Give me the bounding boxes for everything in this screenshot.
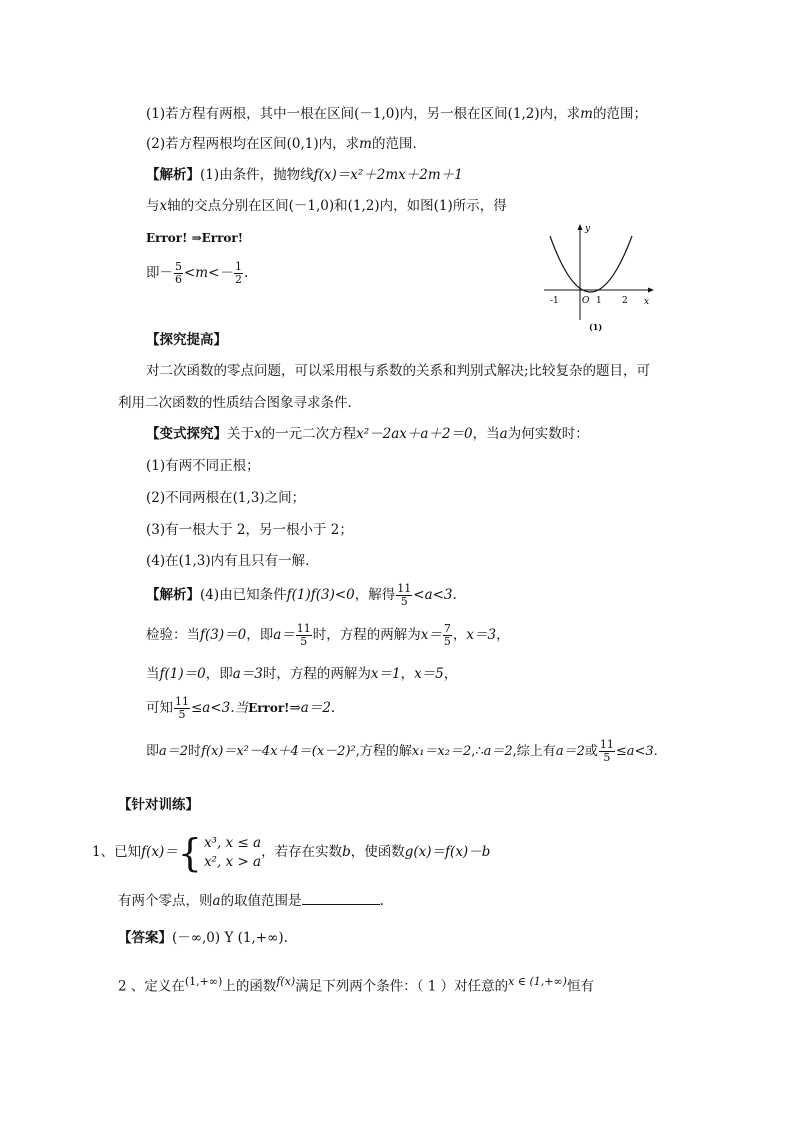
fraction: $\frac{1}{2}$ bbox=[234, 260, 242, 286]
know-line: 可知 $\frac{11}{5}$ ≤a<3.当Error!⇒a＝2. bbox=[146, 695, 336, 721]
problem-1-line-2: 有两个零点，则a的取值范围是 . bbox=[118, 890, 384, 911]
piecewise: { x³, x ≤ a x², x > a bbox=[177, 830, 262, 875]
condition-3: (3)有一根大于 2，另一根小于 2； bbox=[146, 522, 353, 538]
check-line: 检验：当f(3)＝0，即a＝ $\frac{11}{5}$ 时，方程的两解为x＝ $\frac{7}{5}$ ，x＝3， bbox=[146, 622, 510, 648]
tick-label: 1 bbox=[596, 296, 602, 306]
tick-label: 2 bbox=[622, 296, 628, 306]
fraction: $\frac{7}{5}$ bbox=[443, 622, 451, 648]
question-2: (2)若方程两根均在区间(0,1)内，求m的范围． bbox=[146, 136, 426, 152]
explore-title: 【探究提高】 bbox=[146, 332, 227, 348]
training-title: 【针对训练】 bbox=[118, 797, 199, 813]
problem-2: 2 、定义在$^{(1,+\infty)}$上的函数$^{f(x)}$满足下列两个条件：（ 1 ）对任意的$^{x \in (1,+\infty)}$恒有 bbox=[118, 975, 594, 995]
y-axis-arrow bbox=[578, 224, 583, 230]
solution-1-line-2: 与x轴的交点分别在区间(－1,0)和(1,2)内，如图(1)所示，得 bbox=[146, 198, 507, 214]
variant-line: 【变式探究】关于x的一元二次方程x²－2ax＋a＋2＝0，当a为何实数时： bbox=[146, 426, 589, 442]
x-axis-arrow bbox=[648, 288, 654, 293]
question-1: (1)若方程有两根，其中一根在区间(－1,0)内，另一根在区间(1,2)内，求m的范围； bbox=[146, 106, 647, 122]
condition-1: (1)有两不同正根； bbox=[146, 458, 260, 474]
fraction: $\frac{11}{5}$ bbox=[296, 622, 311, 648]
fraction: $\frac{11}{5}$ bbox=[397, 582, 412, 608]
answer-blank bbox=[302, 890, 380, 905]
answer-line: 【答案】(－∞,0) Y (1,+∞). bbox=[118, 930, 288, 946]
parabola-curve bbox=[550, 236, 632, 292]
explore-text-1: 对二次函数的零点问题，可以采用根与系数的关系和判别式解决;比较复杂的题目，可 bbox=[146, 363, 651, 379]
solution-1-line-1: 【解析】(1)由条件，抛物线f(x)＝x²＋2mx＋2m＋1 bbox=[146, 167, 463, 183]
problem-1: 1、已知f(x)＝ { x³, x ≤ a x², x > a ，若存在实数b，使函数g(x)＝f(x)－b bbox=[92, 830, 491, 875]
origin-label: O bbox=[582, 296, 590, 306]
parabola-graph bbox=[540, 218, 660, 336]
final-line: 即a＝2时f(x)＝x²－4x＋4＝(x－2)²,方程的解x₁＝x₂＝2,∴a＝2,综上有a＝2或 $\frac{11}{5}$ ≤a<3. bbox=[146, 738, 658, 764]
fraction: $\frac{11}{5}$ bbox=[599, 738, 614, 764]
fraction: $\frac{5}{6}$ bbox=[175, 260, 182, 286]
range-result: 即－ $\frac{5}{6}$ <m<－ $\frac{1}{2}$ . bbox=[146, 260, 249, 286]
solution-2-line-1: 【解析】(4)由已知条件f(1)f(3)<0，解得 $\frac{11}{5}$ <a<3. bbox=[146, 582, 457, 608]
fraction: $\frac{11}{5}$ bbox=[175, 695, 189, 721]
explore-text-2: 利用二次函数的性质结合图象寻求条件． bbox=[118, 395, 361, 411]
error-line: Error! ⇒Error! bbox=[146, 231, 244, 245]
condition-2: (2)不同两根在(1,3)之间； bbox=[146, 490, 306, 506]
tick-label: -1 bbox=[550, 296, 559, 306]
graph-caption: (1) bbox=[589, 322, 603, 332]
when-line: 当f(1)＝0，即a＝3时，方程的两解为x＝1，x＝5， bbox=[146, 666, 458, 682]
condition-4: (4)在(1,3)内有且只有一解． bbox=[146, 553, 319, 569]
x-axis-label: x bbox=[644, 297, 650, 307]
y-axis-label: y bbox=[585, 224, 591, 234]
